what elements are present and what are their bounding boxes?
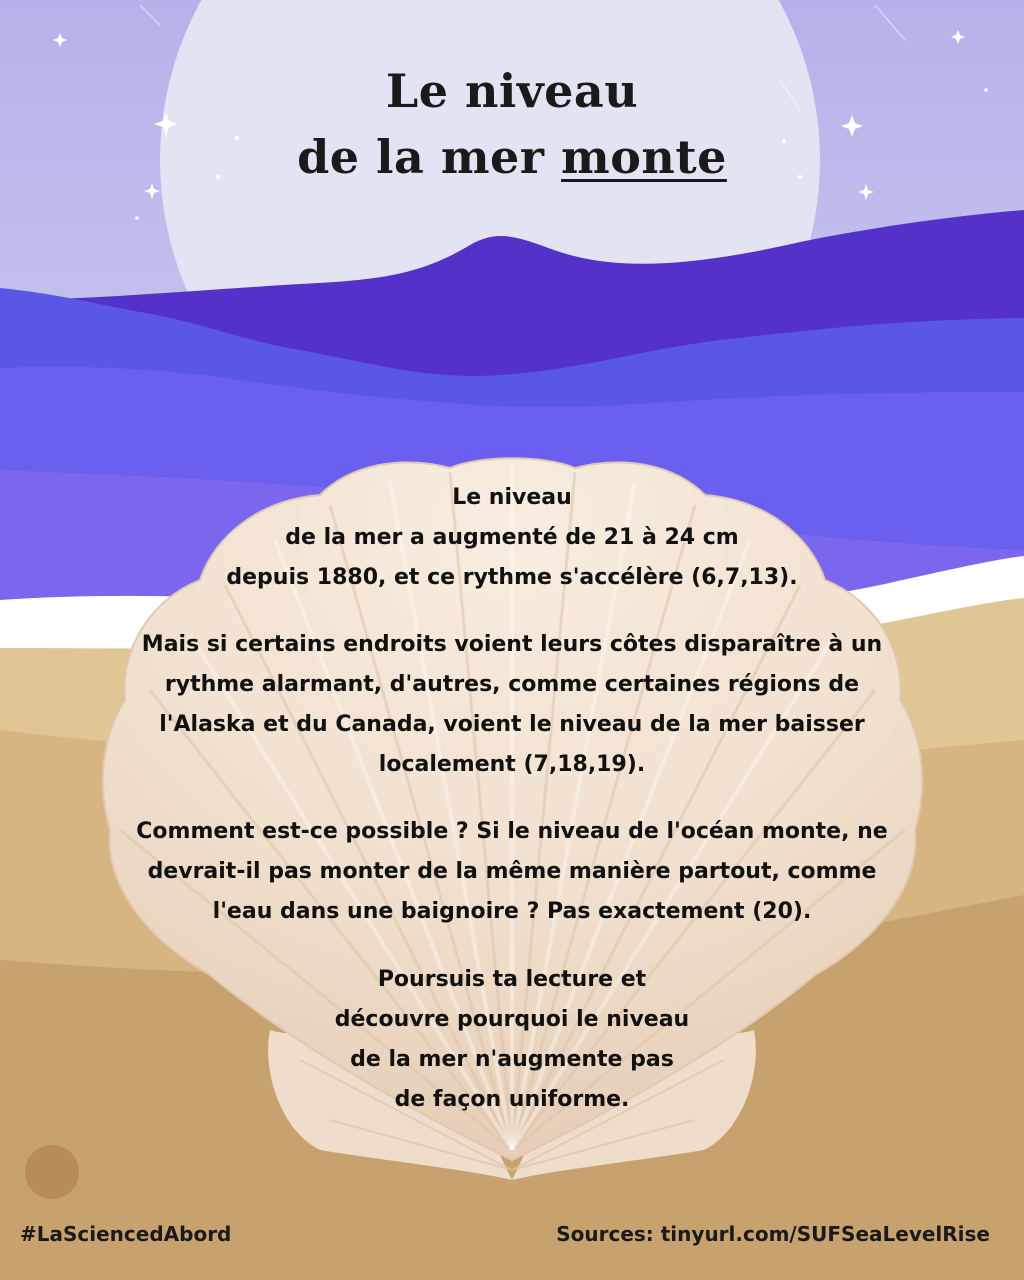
text-line: Poursuis ta lecture et [377, 967, 647, 992]
title-line-2-prefix: de la mer [297, 130, 562, 184]
paragraph-4 [112, 960, 912, 1120]
pebble [25, 1145, 79, 1199]
title-emphasis: monte [561, 130, 727, 184]
text-line: de façon uniforme. [394, 1087, 630, 1112]
sources-link[interactable]: Sources: tinyurl.com/SUFSeaLevelRise [556, 1222, 990, 1246]
paragraph-1 [112, 478, 912, 598]
text-line: depuis 1880, et ce rythme s'accélère (6,7,13). [226, 565, 798, 590]
text-line: devrait-il pas monter de la même manière partout, comme [147, 859, 877, 884]
text-line: rythme alarmant, d'autres, comme certaines régions de [164, 672, 860, 697]
text-line: Comment est-ce possible ? Si le niveau de l'océan monte, ne [136, 819, 888, 844]
text-line: de la mer n'augmente pas [350, 1047, 674, 1072]
text-line: Le niveau [452, 485, 572, 510]
page-title [212, 58, 812, 190]
title-line-1: Le niveau [385, 64, 639, 118]
hashtag: #LaSciencedAbord [20, 1222, 232, 1246]
text-line: l'eau dans une baignoire ? Pas exactement (20). [212, 899, 812, 924]
text-line: localement (7,18,19). [378, 752, 646, 777]
text-line: de la mer a augmenté de 21 à 24 cm [285, 525, 739, 550]
text-line: découvre pourquoi le niveau [334, 1007, 690, 1032]
text-line: l'Alaska et du Canada, voient le niveau de la mer baisser [159, 712, 865, 737]
paragraph-3 [112, 812, 912, 932]
title-line-2 [212, 124, 812, 190]
paragraph-2 [112, 625, 912, 785]
text-line: Mais si certains endroits voient leurs côtes disparaître à un [141, 632, 883, 657]
